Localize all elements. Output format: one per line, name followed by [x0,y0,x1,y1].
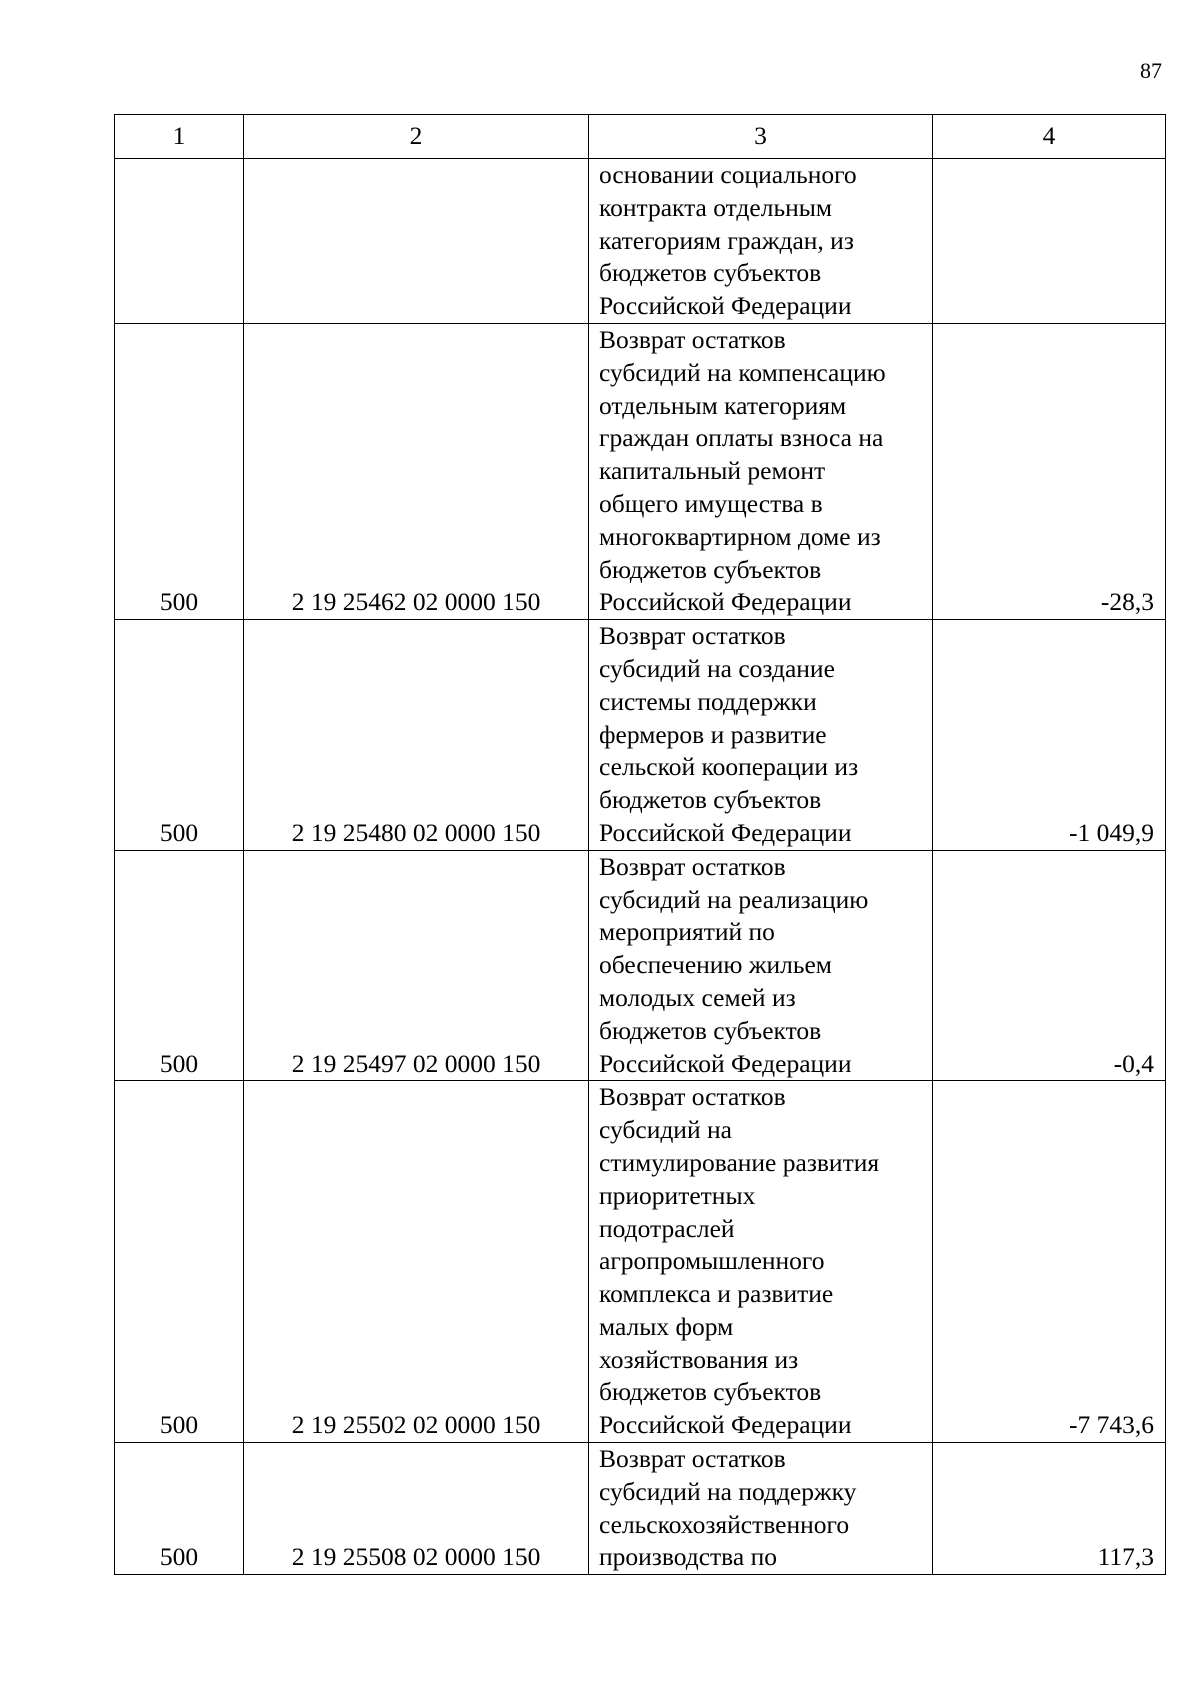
table-row [115,850,1166,1081]
header-cell-3: 3 [589,115,933,159]
budget-code-cell: 2 19 25480 02 0000 150 [244,620,589,851]
amount-cell: -7 743,6 [933,1081,1166,1443]
amount-cell: -1 049,9 [933,620,1166,851]
amount-cell: -0,4 [933,850,1166,1081]
amount-cell [933,159,1166,324]
table-header-row [115,115,1166,159]
admin-code-cell: 500 [115,850,244,1081]
description-text: Возврат остатков субсидий на компенсацию отдельным категориям граждан оплаты взноса на капитальный ремонт общего имущества в многоквартирном доме из бюджетов субъектов Российской Федерации [599,324,886,617]
page-number: 87 [1140,58,1162,83]
table-row [115,159,1166,324]
amount-cell: -28,3 [933,323,1166,619]
description-cell [589,1081,933,1443]
budget-code-cell: 2 19 25497 02 0000 150 [244,850,589,1081]
description-cell [589,850,933,1081]
description-text: основании социального контракта отдельным категориям граждан, из бюджетов субъектов Российской Федерации [599,160,857,321]
description-cell [589,159,933,324]
description-text: Возврат остатков субсидий на реализацию мероприятий по обеспечению жильем молодых семей из бюджетов субъектов Российской Федерации [599,851,869,1078]
budget-code-cell: 2 19 25502 02 0000 150 [244,1081,589,1443]
description-cell [589,323,933,619]
budget-code-cell [244,159,589,324]
table-row [115,620,1166,851]
budget-code-cell: 2 19 25508 02 0000 150 [244,1443,589,1575]
admin-code-cell: 500 [115,323,244,619]
table-row [115,1081,1166,1443]
header-cell-2: 2 [244,115,589,159]
amount-cell: 117,3 [933,1443,1166,1575]
admin-code-cell: 500 [115,1081,244,1443]
header-cell-1: 1 [115,115,244,159]
admin-code-cell: 500 [115,1443,244,1575]
budget-table [114,114,1166,1575]
table-row [115,1443,1166,1575]
admin-code-cell: 500 [115,620,244,851]
description-cell [589,1443,933,1575]
description-text: Возврат остатков субсидий на создание системы поддержки фермеров и развитие сельской кооперации из бюджетов субъектов Российской Федерации [599,621,859,847]
header-cell-4: 4 [933,115,1166,159]
budget-code-cell: 2 19 25462 02 0000 150 [244,323,589,619]
table-row [115,323,1166,619]
description-text: Возврат остатков субсидий на поддержку сельскохозяйственного производства по [599,1444,857,1572]
admin-code-cell [115,159,244,324]
description-text: Возврат остатков субсидий на стимулирование развития приоритетных подотраслей агропромышленного комплекса и развитие малых форм хозяйствования из бюджетов субъектов Российской Федерации [599,1082,880,1440]
description-cell [589,620,933,851]
